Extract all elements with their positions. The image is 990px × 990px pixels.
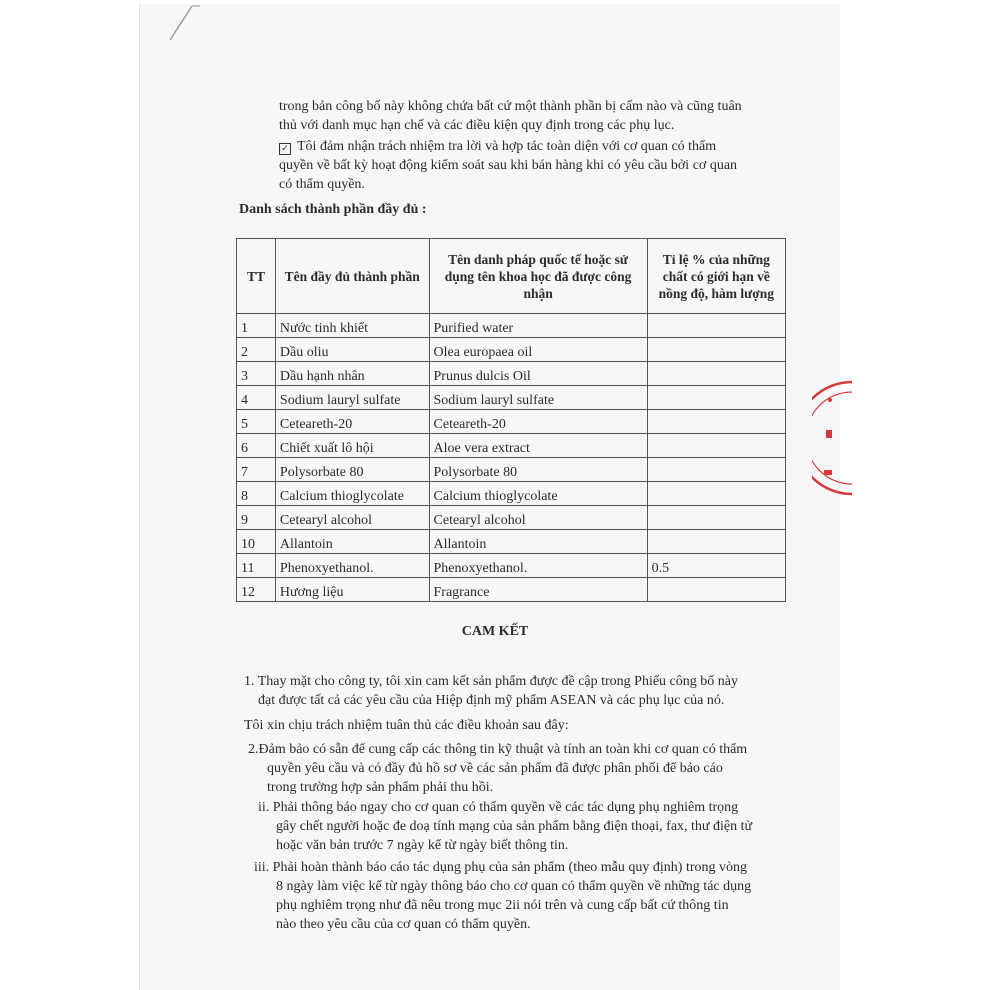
table-row xyxy=(237,434,786,458)
cell-percentage xyxy=(647,338,785,362)
cell-percentage xyxy=(647,362,785,386)
cell-full-name: Dầu oliu xyxy=(275,338,429,362)
intro-line-2: thủ với danh mục hạn chế và các điều kiện quy định trong các phụ lục. xyxy=(279,118,675,133)
checkbox-text: Tôi đảm nhận trách nhiệm tra lời và hợp tác toàn diện với cơ quan có thẩm xyxy=(297,139,717,154)
checkbox-line-3: có thẩm quyền. xyxy=(279,177,365,192)
cell-full-name: Ceteareth-20 xyxy=(275,410,429,434)
cell-inci-name: Olea europaea oil xyxy=(429,338,647,362)
cell-inci-name: Fragrance xyxy=(429,578,647,602)
cell-full-name: Cetearyl alcohol xyxy=(275,506,429,530)
commitment-item-1-line-1: 1. Thay mặt cho công ty, tôi xin cam kết sản phẩm được đề cập trong Phiếu công bố này xyxy=(244,674,738,689)
header-full-name: Tên đầy đủ thành phần xyxy=(275,239,429,314)
cell-percentage xyxy=(647,458,785,482)
cell-percentage xyxy=(647,482,785,506)
cell-inci-name: Phenoxyethanol. xyxy=(429,554,647,578)
cell-tt: 2 xyxy=(237,338,276,362)
commitment-title: CAM KẾT xyxy=(461,624,529,639)
cell-percentage xyxy=(647,506,785,530)
ingredient-table xyxy=(236,238,786,602)
cell-full-name: Calcium thioglycolate xyxy=(275,482,429,506)
cell-inci-name: Aloe vera extract xyxy=(429,434,647,458)
cell-inci-name: Calcium thioglycolate xyxy=(429,482,647,506)
table-row xyxy=(237,314,786,338)
checkbox-line-1 xyxy=(279,137,716,156)
cell-tt: 12 xyxy=(237,578,276,602)
header-inci-name: Tên danh pháp quốc tế hoặc sử dụng tên khoa học đã được công nhận xyxy=(429,239,647,314)
cell-full-name: Nước tinh khiết xyxy=(275,314,429,338)
table-row xyxy=(237,554,786,578)
cell-percentage xyxy=(647,314,785,338)
cell-tt: 4 xyxy=(237,386,276,410)
commitment-item-iii-line-1: iii. Phải hoàn thành báo cáo tác dụng phụ của sản phẩm (theo mẫu quy định) trong vòng xyxy=(254,860,748,875)
checked-checkbox-icon: ✓ xyxy=(279,143,291,155)
table-row xyxy=(237,386,786,410)
red-seal-stamp xyxy=(812,378,852,498)
cell-tt: 10 xyxy=(237,530,276,554)
cell-inci-name: Polysorbate 80 xyxy=(429,458,647,482)
cell-inci-name: Purified water xyxy=(429,314,647,338)
cell-inci-name: Sodium lauryl sulfate xyxy=(429,386,647,410)
cell-full-name: Hương liệu xyxy=(275,578,429,602)
cell-percentage xyxy=(647,386,785,410)
cell-tt: 5 xyxy=(237,410,276,434)
cell-percentage: 0.5 xyxy=(647,554,785,578)
table-row xyxy=(237,458,786,482)
commitment-item-ii-line-2: gây chết người hoặc đe doạ tính mạng của sản phẩm bằng điện thoại, fax, thư điện tử xyxy=(276,819,753,834)
cell-tt: 3 xyxy=(237,362,276,386)
commitment-item-ii-line-3: hoặc văn bản trước 7 ngày kể từ ngày biết thông tin. xyxy=(276,838,569,853)
cell-tt: 8 xyxy=(237,482,276,506)
header-percentage: Tỉ lệ % của những chất có giới hạn về nồng độ, hàm lượng xyxy=(647,239,785,314)
table-row xyxy=(237,530,786,554)
cell-tt: 7 xyxy=(237,458,276,482)
intro-line-1: trong bản công bố này không chứa bất cứ một thành phần bị cấm nào và cũng tuân xyxy=(279,99,742,114)
cell-full-name: Polysorbate 80 xyxy=(275,458,429,482)
checkbox-line-2: quyền về bất kỳ hoạt động kiểm soát sau khi bán hàng khi có yêu cầu bởi cơ quan xyxy=(279,158,738,173)
cell-inci-name: Ceteareth-20 xyxy=(429,410,647,434)
table-row xyxy=(237,578,786,602)
commitment-intro: Tôi xin chịu trách nhiệm tuân thủ các điều khoản sau đây: xyxy=(244,718,569,733)
cell-tt: 11 xyxy=(237,554,276,578)
cell-full-name: Phenoxyethanol. xyxy=(275,554,429,578)
cell-full-name: Chiết xuất lô hội xyxy=(275,434,429,458)
commitment-item-1-line-2: đạt được tất cả các yêu cầu của Hiệp định mỹ phẩm ASEAN và các phụ lục của nó. xyxy=(258,693,725,708)
table-row xyxy=(237,410,786,434)
commitment-item-iii-line-3: phụ nghiêm trọng như đã nêu trong mục 2ii nói trên và cung cấp bất cứ thông tin xyxy=(276,898,729,913)
cell-full-name: Dầu hạnh nhân xyxy=(275,362,429,386)
table-row xyxy=(237,338,786,362)
commitment-item-iii-line-2: 8 ngày làm việc kể từ ngày thông báo cho cơ quan có thẩm quyền về những tác dụng xyxy=(276,879,752,894)
cell-inci-name: Cetearyl alcohol xyxy=(429,506,647,530)
cell-full-name: Sodium lauryl sulfate xyxy=(275,386,429,410)
folded-corner xyxy=(140,0,200,60)
cell-tt: 6 xyxy=(237,434,276,458)
table-row xyxy=(237,482,786,506)
header-tt: TT xyxy=(237,239,276,314)
table-row xyxy=(237,362,786,386)
table-header-row xyxy=(237,239,786,314)
cell-inci-name: Allantoin xyxy=(429,530,647,554)
commitment-item-2-line-3: trong trường hợp sản phẩm phải thu hồi. xyxy=(267,780,494,795)
cell-inci-name: Prunus dulcis Oil xyxy=(429,362,647,386)
cell-tt: 1 xyxy=(237,314,276,338)
cell-tt: 9 xyxy=(237,506,276,530)
commitment-item-ii-line-1: ii. Phải thông báo ngay cho cơ quan có thẩm quyền về các tác dụng phụ nghiêm trọng xyxy=(258,800,739,815)
cell-full-name: Allantoin xyxy=(275,530,429,554)
cell-percentage xyxy=(647,530,785,554)
table-row xyxy=(237,506,786,530)
ingredient-list-heading: Danh sách thành phần đầy đủ : xyxy=(239,202,427,217)
commitment-item-2-line-1: 2.Đảm bảo có sẵn để cung cấp các thông tin kỹ thuật và tính an toàn khi cơ quan có thẩm xyxy=(248,742,748,757)
commitment-item-iii-line-4: nào theo yêu cầu của cơ quan có thẩm quyền. xyxy=(276,917,531,932)
cell-percentage xyxy=(647,434,785,458)
cell-percentage xyxy=(647,410,785,434)
commitment-item-2-line-2: quyền yêu cầu và có đầy đủ hồ sơ về các sản phẩm đã được phân phối để bảo cáo xyxy=(267,761,723,776)
cell-percentage xyxy=(647,578,785,602)
